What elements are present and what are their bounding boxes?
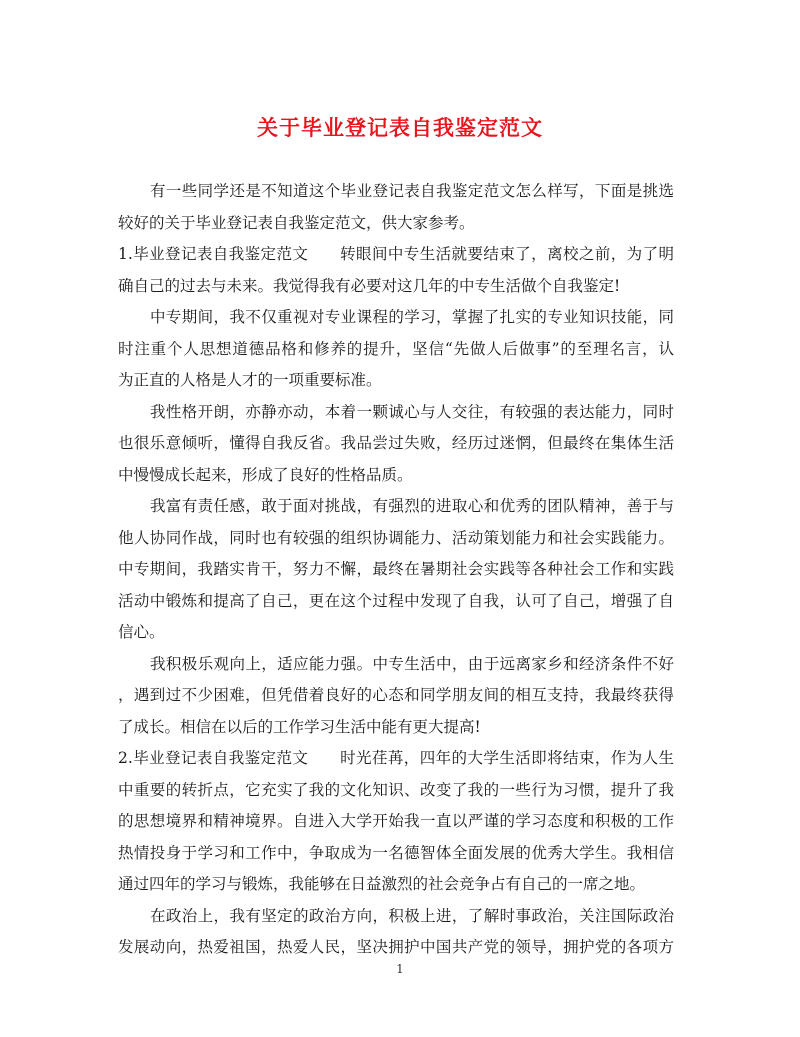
body-line: 活动中锻炼和提高了自己，更在这个过程中发现了自我，认可了自己，增强了自 <box>118 591 674 610</box>
page-number: 1 <box>396 962 404 976</box>
body-line: 确自己的过去与未来。我觉得我有必要对这几年的中专生活做个自我鉴定! <box>118 276 621 295</box>
body-line: 了成长。相信在以后的工作学习生活中能有更大提高! <box>118 717 481 736</box>
body-line: 有一些同学还是不知道这个毕业登记表自我鉴定范文怎么样写，下面是挑选 <box>150 182 674 200</box>
body-line: 我积极乐观向上，适应能力强。中专生活中，由于远离家乡和经济条件不好 <box>150 654 674 673</box>
body-line: 我性格开朗，亦静亦动，本着一颗诚心与人交往，有较强的表达能力，同时 <box>150 402 674 421</box>
body-line: 通过四年的学习与锻炼，我能够在日益激烈的社会竞争占有自己的一席之地。 <box>118 875 646 893</box>
body-line: 中专期间，我不仅重视对专业课程的学习，掌握了扎实的专业知识技能，同 <box>150 308 674 326</box>
body-line: 时注重个人思想道德品格和修养的提升，坚信“先做人后做事”的至理名言，认 <box>118 339 674 358</box>
body-line: 为正直的人格是人才的一项重要标准。 <box>118 371 382 389</box>
body-line: 信心。 <box>118 623 165 641</box>
body-line: 中慢慢成长起来，形成了良好的性格品质。 <box>118 465 413 484</box>
body-line: 2.毕业登记表自我鉴定范文 时光荏苒，四年的大学生活即将结束，作为人生 <box>118 749 674 767</box>
body-line: 发展动向，热爱祖国，热爱人民，坚决拥护中国共产党的领导，拥护党的各项方 <box>118 938 674 956</box>
body-line: ，遇到过不少困难，但凭借着良好的心态和同学朋友间的相互支持，我最终获得 <box>118 686 674 704</box>
body-line: 中重要的转折点，它充实了我的文化知识、改变了我的一些行为习惯，提升了我 <box>118 780 674 799</box>
body-line: 我富有责任感，敢于面对挑战，有强烈的进取心和优秀的团队精神，善于与 <box>150 497 674 515</box>
document-title: 关于毕业登记表自我鉴定范文 <box>257 116 543 140</box>
document-body <box>118 176 674 964</box>
body-line: 的思想境界和精神境界。自进入大学开始我一直以严谨的学习态度和积极的工作 <box>118 812 674 830</box>
body-line: 在政治上，我有坚定的政治方向，积极上进，了解时事政治，关注国际政治 <box>150 906 674 925</box>
body-line: 中专期间，我踏实肯干，努力不懈，最终在暑期社会实践等各种社会工作和实践 <box>118 560 674 578</box>
body-line: 较好的关于毕业登记表自我鉴定范文，供大家参考。 <box>118 213 475 232</box>
body-line: 他人协同作战，同时也有较强的组织协调能力、活动策划能力和社会实践能力。 <box>118 528 674 547</box>
body-line: 也很乐意倾听，懂得自我反省。我品尝过失败，经历过迷惘，但最终在集体生活 <box>118 434 674 452</box>
body-line: 1.毕业登记表自我鉴定范文 转眼间中专生活就要结束了，离校之前，为了明 <box>118 245 674 263</box>
body-line: 热情投身于学习和工作中，争取成为一名德智体全面发展的优秀大学生。我相信 <box>118 843 674 862</box>
